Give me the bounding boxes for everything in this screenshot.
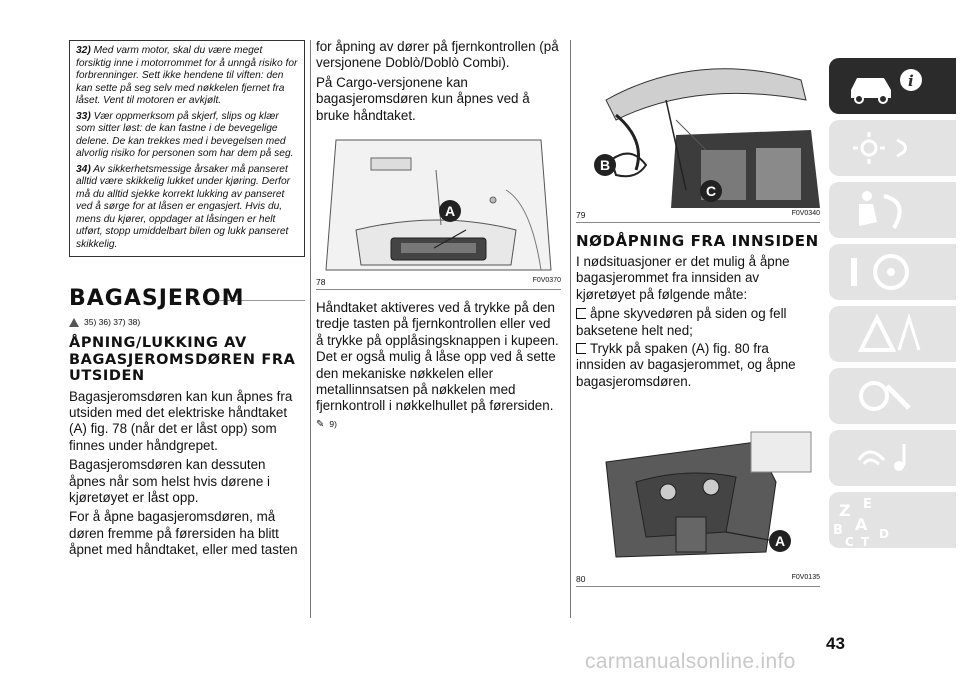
svg-text:T: T [861, 535, 870, 548]
subsection-title: ÅPNING/LUKKING AV BAGASJEROMSDØREN FRA UTSIDEN [69, 335, 296, 384]
dashboard-lights-icon [829, 120, 956, 176]
tab-car-info[interactable] [829, 58, 956, 114]
svg-text:Z: Z [839, 501, 851, 520]
column-right [576, 40, 820, 593]
figure-80 [576, 422, 820, 572]
warning-item: 34) Av sikkerhetsmessige årsaker må panseret alltid være skikkelig lukket under kjøring. Derfor må du alltid sjekke korrekt lukking av panseret ved å sørge for at låsen er engasjert. Hvis du, mens du kjører, oppdager at låsingen er helt utført, stopp umiddelbart bilen og lukk panseret skikkelig. [76, 163, 291, 250]
warning-triangle-icon [69, 318, 79, 327]
warning-box [69, 40, 305, 257]
paragraph: For å åpne bagasjeromsdøren, må døren fremme på førersiden ha blitt åpnet med håndtaket, eller med tasten [69, 509, 298, 558]
note-icon: ✎ [316, 418, 325, 430]
figure-79 [576, 40, 820, 208]
watermark: carmanualsonline.info [585, 650, 796, 673]
figure-78 [316, 130, 561, 275]
paragraph: På Cargo-versjonene kan bagasjeromsdøren kun åpnes ved å bruke håndtaket. [316, 74, 530, 123]
section-title: BAGASJEROM [69, 286, 245, 311]
svg-text:C: C [845, 535, 854, 548]
paragraph: Bagasjeromsdøren kan kun åpnes fra utsiden med det elektriske håndtaket (A) fig. 78 (når det er låst opp) som finnes under håndgrepet. [69, 388, 293, 453]
callout-a: A [769, 530, 791, 552]
paragraph: for åpning av dører på fjernkontrollen (på versjonene Doblò/Doblò Combi). [316, 39, 559, 71]
figure-caption: 79 F0V0340 [576, 208, 820, 223]
column-divider [570, 40, 571, 618]
svg-text:D: D [879, 527, 889, 541]
figure-caption: 80 F0V0135 [576, 572, 820, 587]
callout-b: B [594, 154, 616, 176]
callout-a: A [439, 200, 461, 222]
figure-caption: 78 F0V0370 [316, 275, 561, 290]
column-left [69, 40, 305, 562]
tab-emergency[interactable] [829, 306, 956, 362]
tab-index[interactable] [829, 492, 956, 548]
warning-item: 33) Vær oppmerksom på skjerf, slips og klær som sitter løst: de kan fastne i de bevegelige delene. De kan trekkes med i bevegelsen med alvorlig risiko for personen som har dem på seg. [76, 110, 294, 159]
alphabet-index-icon [829, 492, 956, 548]
open-tailgate-illustration [576, 40, 820, 208]
section-references: 35) 36) 37) 38) [69, 317, 305, 327]
warning-road-icon [829, 306, 956, 362]
paragraph-reference: ✎ 9) [316, 418, 337, 430]
tab-maintenance[interactable] [829, 368, 956, 424]
warning-item: 32) Med varm motor, skal du være meget forsiktig inne i motorrommet for å unngå risiko for forbrenninger. Sett ikke hendene til viften: den kan sette på seg selv med nøkkelen fjernet fra låset. Vent til motoren er avkjølt. [76, 45, 298, 106]
page-number: 43 [826, 634, 845, 653]
svg-text:B: B [833, 523, 843, 538]
subsection-title: NØDÅPNING FRA INNSIDEN [576, 232, 819, 250]
service-wrench-icon [829, 368, 956, 424]
bullet-icon [576, 343, 586, 354]
list-item: Trykk på spaken (A) fig. 80 fra innsiden av bagasjerommet, og åpne bagasjeromsdøren. [576, 341, 796, 389]
car-info-icon [829, 58, 956, 114]
tab-dashboard[interactable] [829, 120, 956, 176]
steering-wheel-icon [829, 244, 956, 300]
tab-multimedia[interactable] [829, 430, 956, 486]
bullet-icon [576, 308, 586, 319]
paragraph: Håndtaket aktiveres ved å trykke på den tredje tasten på fjernkontrollen eller ved å trykke på opplåsingsknappen i kupeen. Det er også mulig å låse opp ved å sette den mekaniske nøkkelen eller metallinnsatsen på nøkkelen med fjernkontroll i nøkkelhullet på førersiden. [316, 300, 559, 414]
svg-text:E: E [863, 497, 872, 512]
airbag-seat-icon [829, 182, 956, 238]
paragraph: Bagasjeromsdøren kan dessuten åpnes når som helst hvis dørene i kjøretøyet er låst opp. [69, 457, 270, 505]
svg-text:A: A [855, 515, 868, 534]
multimedia-icon [829, 430, 956, 486]
paragraph: I nødsituasjoner er det mulig å åpne bagasjerommet fra innsiden av kjøretøyet på følgende måte: [576, 254, 790, 302]
list-item: åpne skyvedøren på siden og fell baksetene helt ned; [576, 306, 787, 338]
callout-c: C [700, 180, 722, 202]
column-divider [310, 40, 311, 618]
tab-safety[interactable] [829, 182, 956, 238]
svg-text:i: i [908, 72, 914, 90]
column-middle [316, 40, 561, 430]
tailgate-handle-illustration [316, 130, 561, 275]
tab-driving[interactable] [829, 244, 956, 300]
